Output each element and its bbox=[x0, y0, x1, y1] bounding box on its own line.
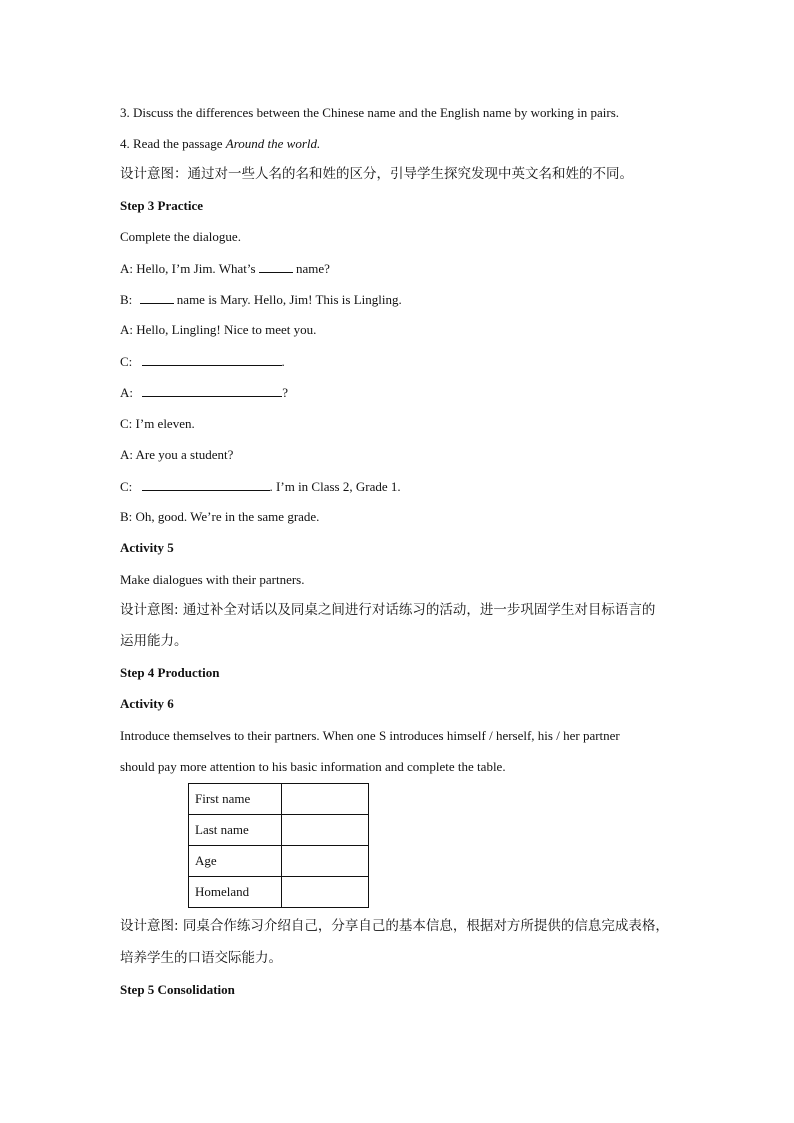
table-row bbox=[189, 815, 369, 846]
dialogue-line-5 bbox=[120, 384, 288, 401]
design-intent-1: 设计意图：通过对一些人名的名和姓的区分，引导学生探究发现中英文名和姓的不同。 bbox=[120, 166, 633, 182]
blank-5[interactable] bbox=[142, 478, 270, 491]
activity-6-heading: Activity 6 bbox=[120, 696, 174, 711]
table-label-homeland: Homeland bbox=[189, 877, 282, 908]
dialogue-line-1 bbox=[120, 260, 330, 277]
dialogue-line-4 bbox=[120, 353, 285, 370]
step-4-heading: Step 4 Production bbox=[120, 665, 220, 680]
design-intent-3-line-1: 设计意图: 同桌合作练习介绍自己，分享自己的基本信息，根据对方所提供的信息完成表格， bbox=[120, 918, 669, 934]
table-cell-age[interactable] bbox=[282, 846, 369, 877]
info-table bbox=[188, 783, 369, 908]
dialogue-line-1-text-b: name? bbox=[296, 261, 330, 276]
reading-instruction bbox=[120, 136, 320, 152]
complete-dialogue-instruction: Complete the dialogue. bbox=[120, 229, 241, 244]
table-cell-last-name[interactable] bbox=[282, 815, 369, 846]
activity-6-instruction-line-1: Introduce themselves to their partners. When one S introduces himself / herself, his / her partner bbox=[120, 728, 620, 743]
dialogue-line-4-end: . bbox=[281, 354, 285, 369]
dialogue-line-7: A: Are you a student? bbox=[120, 447, 234, 462]
activity-5-heading: Activity 5 bbox=[120, 540, 174, 555]
table-cell-first-name[interactable] bbox=[282, 784, 369, 815]
dialogue-line-9: B: Oh, good. We’re in the same grade. bbox=[120, 509, 320, 524]
table-row bbox=[189, 784, 369, 815]
design-intent-3-line-2: 培养学生的口语交际能力。 bbox=[120, 950, 282, 966]
dialogue-line-2-text: name is Mary. Hello, Jim! This is Lingling. bbox=[176, 292, 402, 307]
blank-4[interactable] bbox=[142, 384, 282, 397]
dialogue-line-2-speaker: B: bbox=[120, 292, 133, 307]
table-label-last-name: Last name bbox=[189, 815, 282, 846]
dialogue-line-8 bbox=[120, 478, 401, 495]
reading-instruction-prefix: 4. Read the passage bbox=[120, 136, 226, 151]
design-intent-2-line-2: 运用能力。 bbox=[120, 633, 188, 649]
activity-6-instruction-line-2: should pay more attention to his basic information and complete the table. bbox=[120, 759, 506, 774]
dialogue-line-5-end: ? bbox=[282, 385, 289, 400]
dialogue-line-8-end: . I’m in Class 2, Grade 1. bbox=[269, 479, 401, 494]
table-row bbox=[189, 846, 369, 877]
activity-5-instruction: Make dialogues with their partners. bbox=[120, 572, 305, 587]
blank-3[interactable] bbox=[142, 353, 282, 366]
blank-2[interactable] bbox=[140, 291, 174, 304]
dialogue-line-8-speaker: C: bbox=[120, 479, 133, 494]
dialogue-line-5-speaker: A: bbox=[120, 385, 133, 400]
table-label-first-name: First name bbox=[189, 784, 282, 815]
table-row bbox=[189, 877, 369, 908]
dialogue-line-3: A: Hello, Lingling! Nice to meet you. bbox=[120, 322, 317, 337]
dialogue-line-4-speaker: C: bbox=[120, 354, 133, 369]
design-intent-2-line-1: 设计意图: 通过补全对话以及同桌之间进行对话练习的活动，进一步巩固学生对目标语言的 bbox=[120, 602, 656, 618]
dialogue-line-1-text-a: A: Hello, I’m Jim. What’s bbox=[120, 261, 256, 276]
discussion-instruction: 3. Discuss the differences between the Chinese name and the English name by working in pairs. bbox=[120, 105, 620, 120]
step-3-heading: Step 3 Practice bbox=[120, 198, 204, 213]
table-label-age: Age bbox=[189, 846, 282, 877]
table-cell-homeland[interactable] bbox=[282, 877, 369, 908]
blank-1[interactable] bbox=[259, 260, 293, 273]
dialogue-line-6: C: I’m eleven. bbox=[120, 416, 195, 431]
step-5-heading: Step 5 Consolidation bbox=[120, 982, 235, 997]
passage-title: Around the world. bbox=[225, 136, 321, 151]
dialogue-line-2 bbox=[120, 291, 402, 308]
